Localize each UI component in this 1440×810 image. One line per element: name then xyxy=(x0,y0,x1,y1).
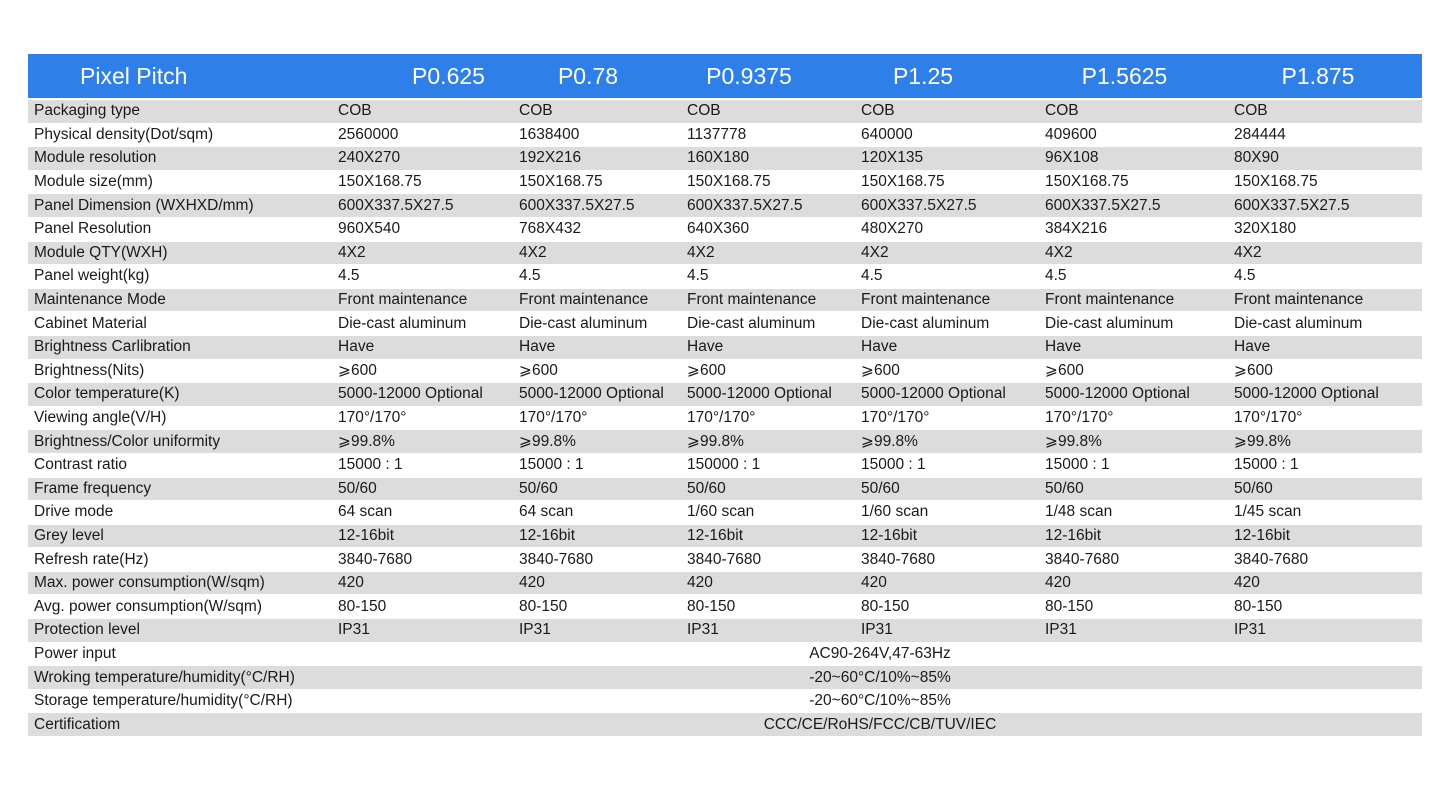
row-label: Storage temperature/humidity(°C/RH) xyxy=(34,692,293,710)
row-cell: ⩾600 xyxy=(338,362,377,380)
row-cell: ⩾99.8% xyxy=(687,433,744,451)
row-cell: 150X168.75 xyxy=(519,173,603,191)
row-cell: 240X270 xyxy=(338,149,401,167)
row-cell: 3840-7680 xyxy=(519,550,594,568)
row-cell: ⩾99.8% xyxy=(519,433,576,451)
row-label: Grey level xyxy=(34,526,104,544)
spec-table xyxy=(28,54,1422,737)
row-cell: 3840-7680 xyxy=(338,550,413,568)
row-label: Power input xyxy=(34,644,116,662)
row-cell: 4X2 xyxy=(861,243,889,261)
row-cell: COB xyxy=(1045,102,1079,120)
row-cell: 192X216 xyxy=(519,149,582,167)
table-row-span xyxy=(28,666,1422,690)
row-label: Drive mode xyxy=(34,503,114,521)
row-cell: 1137778 xyxy=(687,125,747,143)
table-row xyxy=(28,336,1422,360)
row-label: Refresh rate(Hz) xyxy=(34,550,149,568)
table-row xyxy=(28,194,1422,218)
row-cell: Front maintenance xyxy=(519,291,649,309)
table-row-span xyxy=(28,690,1422,714)
row-cell: 64 scan xyxy=(519,503,574,521)
table-row xyxy=(28,572,1422,596)
row-cell: 50/60 xyxy=(861,479,900,497)
row-cell: 420 xyxy=(519,574,545,592)
row-cell: 600X337.5X27.5 xyxy=(687,196,803,214)
row-cell: 420 xyxy=(861,574,887,592)
table-row-span xyxy=(28,643,1422,667)
row-cell: 150X168.75 xyxy=(1234,173,1318,191)
table-row xyxy=(28,147,1422,171)
row-cell: Front maintenance xyxy=(1045,291,1175,309)
row-cell: 600X337.5X27.5 xyxy=(1234,196,1350,214)
row-cell: 170°/170° xyxy=(1234,409,1303,427)
row-cell: 4.5 xyxy=(1234,267,1256,285)
row-cell: Die-cast aluminum xyxy=(1045,314,1174,332)
row-cell: IP31 xyxy=(861,621,893,639)
row-cell: 12-16bit xyxy=(687,526,744,544)
row-cell: Front maintenance xyxy=(1234,291,1364,309)
row-cell: 480X270 xyxy=(861,220,924,238)
row-cell: 170°/170° xyxy=(519,409,588,427)
row-cell: ⩾600 xyxy=(861,362,900,380)
row-label: Physical density(Dot/sqm) xyxy=(34,125,214,143)
row-label: Panel Dimension (WXHXD/mm) xyxy=(34,196,254,214)
row-cell: IP31 xyxy=(1045,621,1077,639)
row-cell: 5000-12000 Optional xyxy=(519,385,664,403)
row-span-cell: -20~60°C/10%~85% xyxy=(809,692,951,710)
row-cell: 4X2 xyxy=(687,243,715,261)
row-span-cell: CCC/CE/RoHS/FCC/CB/TUV/IEC xyxy=(763,715,997,733)
row-cell: 5000-12000 Optional xyxy=(687,385,832,403)
row-cell: Have xyxy=(338,338,375,356)
row-cell: Front maintenance xyxy=(338,291,468,309)
row-cell: 15000 : 1 xyxy=(519,456,584,474)
row-cell: 600X337.5X27.5 xyxy=(338,196,454,214)
row-cell: 150000 : 1 xyxy=(687,456,761,474)
row-label: Color temperature(K) xyxy=(34,385,180,403)
row-label: Avg. power consumption(W/sqm) xyxy=(34,597,262,615)
row-cell: IP31 xyxy=(1234,621,1266,639)
row-cell: 80-150 xyxy=(338,597,387,615)
table-row xyxy=(28,242,1422,266)
row-cell: 12-16bit xyxy=(1234,526,1291,544)
row-cell: 5000-12000 Optional xyxy=(861,385,1006,403)
row-cell: 4.5 xyxy=(687,267,709,285)
row-cell: 150X168.75 xyxy=(1045,173,1129,191)
row-cell: 5000-12000 Optional xyxy=(1234,385,1379,403)
row-cell: ⩾99.8% xyxy=(338,433,395,451)
row-cell: 5000-12000 Optional xyxy=(338,385,483,403)
row-cell: 1/45 scan xyxy=(1234,503,1302,521)
row-cell: 5000-12000 Optional xyxy=(1045,385,1190,403)
table-row xyxy=(28,360,1422,384)
row-cell: 4X2 xyxy=(338,243,366,261)
row-cell: 80-150 xyxy=(861,597,910,615)
row-cell: COB xyxy=(519,102,553,120)
table-row xyxy=(28,218,1422,242)
row-cell: 420 xyxy=(338,574,364,592)
header-col-p15625: P1.5625 xyxy=(1081,62,1168,89)
row-cell: 170°/170° xyxy=(1045,409,1114,427)
row-cell: 640000 xyxy=(861,125,913,143)
row-label: Maintenance Mode xyxy=(34,291,166,309)
table-row xyxy=(28,383,1422,407)
row-label: Protection level xyxy=(34,621,140,639)
table-row-span xyxy=(28,713,1422,737)
header-col-p078: P0.78 xyxy=(557,62,619,89)
row-cell: 12-16bit xyxy=(338,526,395,544)
row-cell: IP31 xyxy=(338,621,370,639)
row-label: Contrast ratio xyxy=(34,456,128,474)
row-cell: 150X168.75 xyxy=(687,173,771,191)
table-row xyxy=(28,478,1422,502)
row-cell: 3840-7680 xyxy=(1045,550,1120,568)
row-cell: 600X337.5X27.5 xyxy=(861,196,977,214)
row-cell: 80-150 xyxy=(519,597,568,615)
table-row xyxy=(28,100,1422,124)
row-cell: ⩾600 xyxy=(687,362,726,380)
row-cell: Front maintenance xyxy=(861,291,991,309)
row-cell: ⩾99.8% xyxy=(1045,433,1102,451)
row-cell: Have xyxy=(519,338,556,356)
table-row xyxy=(28,265,1422,289)
row-cell: 4.5 xyxy=(519,267,541,285)
row-cell: 120X135 xyxy=(861,149,924,167)
header-label: Pixel Pitch xyxy=(80,62,188,89)
row-cell: 160X180 xyxy=(687,149,750,167)
row-cell: IP31 xyxy=(687,621,719,639)
row-cell: 384X216 xyxy=(1045,220,1108,238)
row-label: Module QTY(WXH) xyxy=(34,243,168,261)
row-cell: COB xyxy=(338,102,372,120)
row-cell: 50/60 xyxy=(1234,479,1273,497)
row-cell: 12-16bit xyxy=(861,526,918,544)
row-label: Frame frequency xyxy=(34,479,152,497)
row-cell: 1/60 scan xyxy=(687,503,755,521)
row-cell: Die-cast aluminum xyxy=(338,314,467,332)
row-label: Panel Resolution xyxy=(34,220,152,238)
row-cell: Have xyxy=(1045,338,1082,356)
row-cell: 170°/170° xyxy=(861,409,930,427)
row-cell: 640X360 xyxy=(687,220,750,238)
row-cell: 170°/170° xyxy=(338,409,407,427)
row-cell: 15000 : 1 xyxy=(1234,456,1299,474)
row-cell: 420 xyxy=(687,574,713,592)
row-cell: 409600 xyxy=(1045,125,1097,143)
table-row xyxy=(28,595,1422,619)
table-row xyxy=(28,619,1422,643)
row-span-cell: AC90-264V,47-63Hz xyxy=(809,644,951,662)
row-cell: 4X2 xyxy=(1234,243,1262,261)
row-cell: 1/60 scan xyxy=(861,503,929,521)
table-row xyxy=(28,312,1422,336)
header-col-p125: P1.25 xyxy=(892,62,954,89)
row-cell: 3840-7680 xyxy=(861,550,936,568)
row-cell: Front maintenance xyxy=(687,291,817,309)
table-row xyxy=(28,289,1422,313)
row-cell: 96X108 xyxy=(1045,149,1099,167)
row-label: Viewing angle(V/H) xyxy=(34,409,167,427)
row-label: Packaging type xyxy=(34,102,140,120)
header-col-p09375: P0.9375 xyxy=(706,62,792,89)
row-cell: 1638400 xyxy=(519,125,580,143)
row-cell: 80X90 xyxy=(1234,149,1279,167)
row-cell: 50/60 xyxy=(519,479,558,497)
row-cell: 600X337.5X27.5 xyxy=(519,196,635,214)
row-cell: 80-150 xyxy=(1234,597,1283,615)
row-cell: 12-16bit xyxy=(1045,526,1102,544)
row-cell: 170°/170° xyxy=(687,409,756,427)
row-cell: Have xyxy=(1234,338,1271,356)
row-cell: ⩾600 xyxy=(519,362,558,380)
row-cell: 420 xyxy=(1045,574,1071,592)
row-cell: 3840-7680 xyxy=(1234,550,1309,568)
row-span-cell: -20~60°C/10%~85% xyxy=(809,668,951,686)
row-label: Brightness(Nits) xyxy=(34,361,145,379)
row-cell: 2560000 xyxy=(338,125,399,143)
row-cell: Have xyxy=(861,338,898,356)
table-row xyxy=(28,407,1422,431)
row-cell: 15000 : 1 xyxy=(861,456,926,474)
row-cell: 15000 : 1 xyxy=(338,456,403,474)
row-cell: Die-cast aluminum xyxy=(861,314,990,332)
row-label: Cabinet Material xyxy=(34,314,147,332)
row-cell: Die-cast aluminum xyxy=(687,314,816,332)
row-cell: 768X432 xyxy=(519,220,582,238)
row-cell: 64 scan xyxy=(338,503,393,521)
row-cell: 12-16bit xyxy=(519,526,576,544)
row-label: Panel weight(kg) xyxy=(34,267,150,285)
row-cell: 50/60 xyxy=(1045,479,1084,497)
row-cell: 420 xyxy=(1234,574,1260,592)
row-cell: 4.5 xyxy=(338,267,360,285)
table-row xyxy=(28,124,1422,148)
row-cell: Have xyxy=(687,338,724,356)
row-cell: 50/60 xyxy=(687,479,726,497)
row-cell: ⩾99.8% xyxy=(861,433,918,451)
row-cell: 3840-7680 xyxy=(687,550,762,568)
row-cell: Die-cast aluminum xyxy=(1234,314,1363,332)
row-cell: 4X2 xyxy=(519,243,547,261)
row-cell: 4.5 xyxy=(1045,267,1067,285)
row-cell: 150X168.75 xyxy=(338,173,422,191)
row-cell: IP31 xyxy=(519,621,551,639)
row-cell: 320X180 xyxy=(1234,220,1297,238)
row-cell: COB xyxy=(1234,102,1268,120)
row-cell: 15000 : 1 xyxy=(1045,456,1110,474)
row-cell: 1/48 scan xyxy=(1045,503,1113,521)
row-cell: Die-cast aluminum xyxy=(519,314,648,332)
row-cell: 600X337.5X27.5 xyxy=(1045,196,1161,214)
header-col-p0625: P0.625 xyxy=(412,62,485,89)
row-cell: ⩾99.8% xyxy=(1234,433,1291,451)
table-body xyxy=(28,100,1422,737)
table-row xyxy=(28,501,1422,525)
row-cell: 80-150 xyxy=(1045,597,1094,615)
row-cell: 150X168.75 xyxy=(861,173,945,191)
row-label: Max. power consumption(W/sqm) xyxy=(34,574,265,592)
row-cell: 960X540 xyxy=(338,220,401,238)
row-cell: ⩾600 xyxy=(1045,362,1084,380)
row-cell: 4X2 xyxy=(1045,243,1073,261)
row-cell: COB xyxy=(687,102,721,120)
row-label: Brightness/Color uniformity xyxy=(34,432,221,450)
table-row xyxy=(28,430,1422,454)
row-cell: 50/60 xyxy=(338,479,377,497)
row-label: Module resolution xyxy=(34,149,157,167)
table-row xyxy=(28,171,1422,195)
table-row xyxy=(28,548,1422,572)
table-row xyxy=(28,525,1422,549)
header-col-p1875: P1.875 xyxy=(1281,62,1355,89)
row-label: Certificatiom xyxy=(34,715,121,733)
row-cell: 80-150 xyxy=(687,597,736,615)
row-cell: 4.5 xyxy=(861,267,883,285)
row-label: Module size(mm) xyxy=(34,173,153,191)
table-header xyxy=(28,54,1422,100)
row-cell: COB xyxy=(861,102,895,120)
table-row xyxy=(28,454,1422,478)
row-label: Brightness Carlibration xyxy=(34,338,191,356)
row-label: Wroking temperature/humidity(°C/RH) xyxy=(34,668,295,686)
row-cell: ⩾600 xyxy=(1234,362,1273,380)
row-cell: 284444 xyxy=(1234,125,1286,143)
